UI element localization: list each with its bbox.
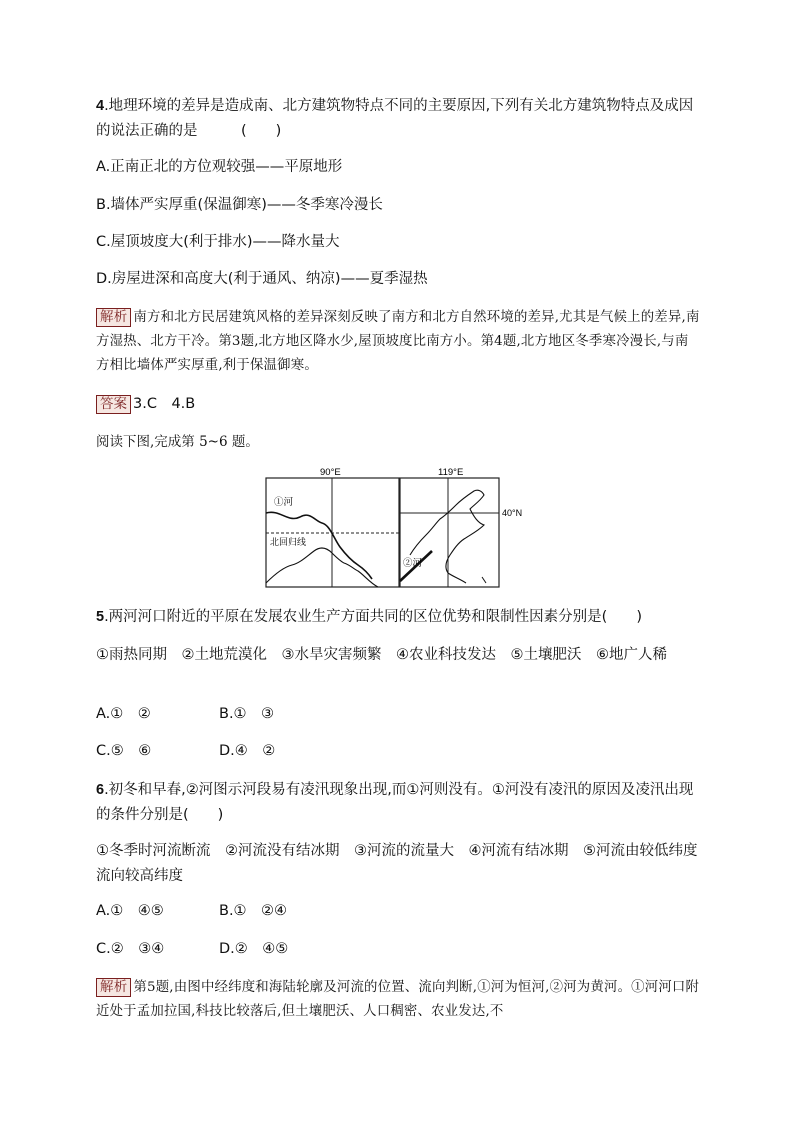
left-map-longitude-label: 90°E xyxy=(320,467,341,478)
q5-text: .两河河口附近的平原在发展农业生产方面共同的区位优势和限制性因素分别是( ) xyxy=(104,609,642,625)
q6-number: 6 xyxy=(96,782,105,798)
q4-option-b[interactable]: B.墙体严实厚重(保温御寒)——冬季寒冷漫长 xyxy=(96,197,383,213)
right-map xyxy=(400,467,522,587)
q6-items: ①冬季时河流断流 ②河流没有结冰期 ③河流的流量大 ④河流有结冰期 ⑤河流由较低纬度流向较高纬度 xyxy=(96,843,698,884)
right-map-river-label: ②河 xyxy=(403,558,423,569)
answer-text: 3.C 4.B xyxy=(133,396,196,412)
bohai-coastline xyxy=(410,490,484,583)
analysis-block-2 xyxy=(96,976,700,1024)
q6-text: .初冬和早春,②河图示河段易有凌汛现象出现,而①河则没有。①河没有凌汛的原因及凌汛出现的条件分别是( ) xyxy=(96,782,694,823)
q4-stem xyxy=(96,94,700,144)
right-map-coast-mark xyxy=(482,577,486,583)
q4-option-a[interactable]: A.正南正北的方位观较强——平原地形 xyxy=(96,159,343,175)
q4-option-c[interactable]: C.屋顶坡度大(利于排水)——降水量大 xyxy=(96,234,340,250)
read-instruction: 阅读下图,完成第 5~6 题。 xyxy=(96,434,259,450)
q4-option-d[interactable]: D.房屋进深和高度大(利于通风、纳凉)——夏季湿热 xyxy=(96,271,428,287)
right-map-latitude-label: 40°N xyxy=(502,508,522,518)
q5-option-d[interactable]: D.④ ② xyxy=(219,743,276,759)
analysis-tag: 解析 xyxy=(96,978,131,997)
q6-option-a[interactable]: A.① ④⑤ xyxy=(96,903,164,919)
answer-line xyxy=(96,394,195,414)
right-map-longitude-label: 119°E xyxy=(438,467,464,478)
q5-stem xyxy=(96,605,700,630)
q5-items: ①雨热同期 ②土地荒漠化 ③水旱灾害频繁 ④农业科技发达 ⑤土壤肥沃 ⑥地广人稀 xyxy=(96,647,667,663)
left-map-river-label: ①河 xyxy=(274,497,294,508)
q4-number: 4 xyxy=(96,98,105,114)
q5-option-b[interactable]: B.① ③ xyxy=(219,706,275,722)
q6-stem xyxy=(96,778,700,828)
analysis-tag: 解析 xyxy=(96,308,131,327)
analysis-block-1 xyxy=(96,306,700,378)
q4-text: .地理环境的差异是造成南、北方建筑物特点不同的主要原因,下列有关北方建筑物特点及成因的说法正确的是 ( ) xyxy=(96,98,694,139)
q5-number: 5 xyxy=(96,609,105,625)
q5-option-c[interactable]: C.⑤ ⑥ xyxy=(96,743,152,759)
tropic-label: 北回归线 xyxy=(270,537,307,547)
q5-option-a[interactable]: A.① ② xyxy=(96,706,151,722)
left-map xyxy=(266,467,399,587)
analysis-text: 南方和北方民居建筑风格的差异深刻反映了南方和北方自然环境的差异,尤其是气候上的差异,南方湿热、北方干冷。第3题,北方地区降水少,屋顶坡度比南方小。第4题,北方地区冬季寒冷漫长,与南方相比墙体严实厚重,利于保温御寒。 xyxy=(96,310,700,373)
q6-option-d[interactable]: D.② ④⑤ xyxy=(219,941,289,957)
river-maps-figure xyxy=(260,465,522,595)
answer-tag: 答案 xyxy=(96,395,131,414)
q6-option-b[interactable]: B.① ②④ xyxy=(219,903,288,919)
analysis-text: 第5题,由图中经纬度和海陆轮廓及河流的位置、流向判断,①河为恒河,②河为黄河。①河河口附近处于孟加拉国,科技比较落后,但土壤肥沃、人口稠密、农业发达,不 xyxy=(96,980,700,1019)
q6-option-c[interactable]: C.② ③④ xyxy=(96,941,165,957)
